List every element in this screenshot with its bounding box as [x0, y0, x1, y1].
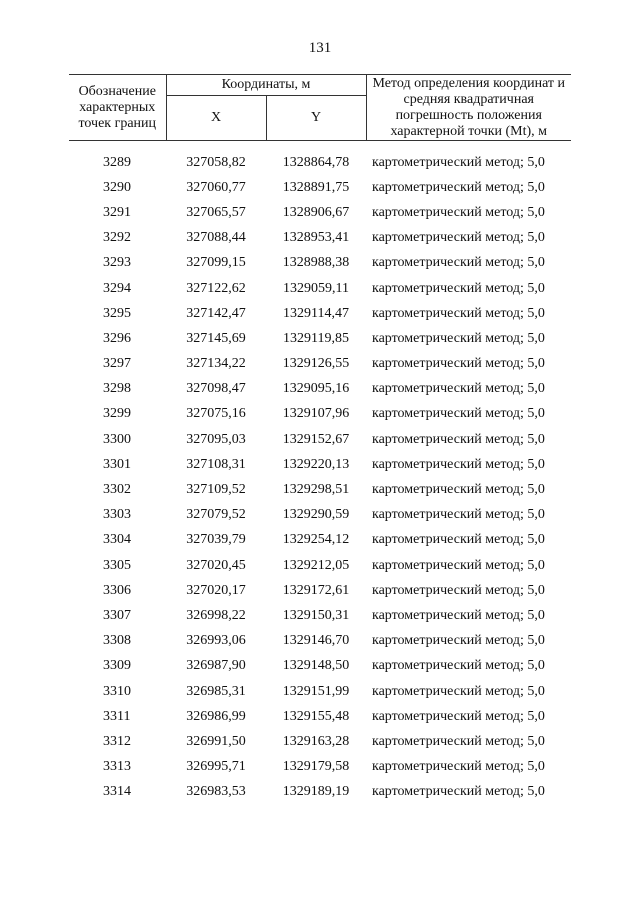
y-coordinate: 1329179,58	[282, 759, 350, 775]
method-accuracy: картометрический метод; 5,0	[372, 406, 545, 422]
table-row	[69, 704, 571, 729]
x-coordinate: 327142,47	[186, 305, 246, 321]
point-number: 3305	[103, 557, 131, 573]
table-row	[69, 603, 571, 628]
x-coordinate: 327020,45	[186, 557, 246, 573]
header-y: Y	[266, 96, 366, 141]
y-coordinate: 1328953,41	[282, 230, 350, 246]
table-row	[69, 780, 571, 805]
point-number: 3300	[103, 431, 131, 447]
table-row	[69, 503, 571, 528]
point-number: 3310	[103, 683, 131, 699]
y-coordinate: 1328864,78	[282, 154, 350, 170]
table-row	[69, 528, 571, 553]
y-coordinate: 1329189,19	[282, 784, 350, 800]
method-accuracy: картометрический метод; 5,0	[372, 607, 545, 623]
header-point: Обозначение характерных точек границ	[69, 75, 166, 141]
x-coordinate: 327075,16	[186, 406, 246, 422]
point-number: 3301	[103, 456, 131, 472]
table-row	[69, 629, 571, 654]
point-number: 3297	[103, 356, 131, 372]
method-accuracy: картометрический метод; 5,0	[372, 280, 545, 296]
method-accuracy: картометрический метод; 5,0	[372, 683, 545, 699]
method-accuracy: картометрический метод; 5,0	[372, 431, 545, 447]
method-accuracy: картометрический метод; 5,0	[372, 179, 545, 195]
method-accuracy: картометрический метод; 5,0	[372, 658, 545, 674]
method-accuracy: картометрический метод; 5,0	[372, 708, 545, 724]
y-coordinate: 1329107,96	[282, 406, 350, 422]
method-accuracy: картометрический метод; 5,0	[372, 255, 545, 271]
table-row	[69, 755, 571, 780]
method-accuracy: картометрический метод; 5,0	[372, 230, 545, 246]
y-coordinate: 1329212,05	[282, 557, 350, 573]
method-accuracy: картометрический метод; 5,0	[372, 305, 545, 321]
table-row	[69, 679, 571, 704]
y-coordinate: 1329290,59	[282, 507, 350, 523]
x-coordinate: 327088,44	[186, 230, 246, 246]
table-row	[69, 226, 571, 251]
x-coordinate: 327109,52	[186, 482, 246, 498]
method-accuracy: картометрический метод; 5,0	[372, 330, 545, 346]
x-coordinate: 327095,03	[186, 431, 246, 447]
point-number: 3309	[103, 658, 131, 674]
table-row	[69, 352, 571, 377]
table-row	[69, 175, 571, 200]
y-coordinate: 1329220,13	[282, 456, 350, 472]
method-accuracy: картометрический метод; 5,0	[372, 582, 545, 598]
x-coordinate: 326998,22	[186, 607, 246, 623]
y-coordinate: 1329095,16	[282, 381, 350, 397]
method-accuracy: картометрический метод; 5,0	[372, 381, 545, 397]
x-coordinate: 326991,50	[186, 733, 246, 749]
y-coordinate: 1329254,12	[282, 532, 350, 548]
x-coordinate: 326983,53	[186, 784, 246, 800]
method-accuracy: картометрический метод; 5,0	[372, 784, 545, 800]
y-coordinate: 1329148,50	[282, 658, 350, 674]
table-row	[69, 377, 571, 402]
header-method: Метод определения координат и средняя квадратичная погрешность положения характерной точки (Mt), м	[366, 75, 571, 141]
x-coordinate: 327079,52	[186, 507, 246, 523]
point-number: 3304	[103, 532, 131, 548]
x-coordinate: 326987,90	[186, 658, 246, 674]
point-number: 3298	[103, 381, 131, 397]
method-accuracy: картометрический метод; 5,0	[372, 733, 545, 749]
x-coordinate: 327108,31	[186, 456, 246, 472]
table-row	[69, 326, 571, 351]
point-number: 3295	[103, 305, 131, 321]
method-accuracy: картометрический метод; 5,0	[372, 759, 545, 775]
table-row	[69, 553, 571, 578]
method-accuracy: картометрический метод; 5,0	[372, 356, 545, 372]
y-coordinate: 1329126,55	[282, 356, 350, 372]
point-number: 3299	[103, 406, 131, 422]
table-row	[69, 200, 571, 225]
table-row	[69, 654, 571, 679]
y-coordinate: 1329114,47	[283, 305, 349, 321]
table-row	[69, 452, 571, 477]
x-coordinate: 327060,77	[186, 179, 246, 195]
point-number: 3311	[103, 708, 131, 724]
y-coordinate: 1329155,48	[282, 708, 350, 724]
x-coordinate: 326995,71	[186, 759, 246, 775]
table-row	[69, 427, 571, 452]
y-coordinate: 1329146,70	[282, 633, 350, 649]
point-number: 3303	[103, 507, 131, 523]
method-accuracy: картометрический метод; 5,0	[372, 456, 545, 472]
header-x: X	[166, 96, 266, 141]
method-accuracy: картометрический метод; 5,0	[372, 507, 545, 523]
y-coordinate: 1329152,67	[282, 431, 350, 447]
point-number: 3296	[103, 330, 131, 346]
method-accuracy: картометрический метод; 5,0	[372, 154, 545, 170]
y-coordinate: 1329172,61	[282, 582, 350, 598]
y-coordinate: 1328906,67	[282, 204, 350, 220]
y-coordinate: 1329163,28	[282, 733, 350, 749]
method-accuracy: картометрический метод; 5,0	[372, 204, 545, 220]
table-header	[69, 75, 571, 141]
point-number: 3291	[103, 204, 131, 220]
point-number: 3302	[103, 482, 131, 498]
method-accuracy: картометрический метод; 5,0	[372, 482, 545, 498]
y-coordinate: 1329151,99	[282, 683, 350, 699]
x-coordinate: 326993,06	[186, 633, 246, 649]
point-number: 3289	[103, 154, 131, 170]
x-coordinate: 327039,79	[186, 532, 246, 548]
table-row	[69, 477, 571, 502]
point-number: 3292	[103, 230, 131, 246]
point-number: 3314	[103, 784, 131, 800]
point-number: 3307	[103, 607, 131, 623]
point-number: 3293	[103, 255, 131, 271]
method-accuracy: картометрический метод; 5,0	[372, 532, 545, 548]
x-coordinate: 327145,69	[186, 330, 246, 346]
x-coordinate: 327099,15	[186, 255, 246, 271]
method-accuracy: картометрический метод; 5,0	[372, 633, 545, 649]
method-accuracy: картометрический метод; 5,0	[372, 557, 545, 573]
y-coordinate: 1329150,31	[282, 607, 350, 623]
x-coordinate: 327058,82	[186, 154, 246, 170]
y-coordinate: 1329298,51	[282, 482, 350, 498]
point-number: 3290	[103, 179, 131, 195]
x-coordinate: 327065,57	[186, 204, 246, 220]
coordinates-table	[69, 74, 571, 805]
table-row	[69, 301, 571, 326]
point-number: 3294	[103, 280, 131, 296]
x-coordinate: 326986,99	[186, 708, 246, 724]
y-coordinate: 1328891,75	[282, 179, 350, 195]
table-row	[69, 150, 571, 175]
x-coordinate: 327098,47	[186, 381, 246, 397]
table-row	[69, 402, 571, 427]
table-row	[69, 276, 571, 301]
header-coords: Координаты, м	[166, 75, 366, 96]
point-number: 3313	[103, 759, 131, 775]
table-row	[69, 578, 571, 603]
x-coordinate: 327134,22	[186, 356, 246, 372]
page-number: 131	[308, 40, 332, 56]
table-row	[69, 251, 571, 276]
x-coordinate: 326985,31	[186, 683, 246, 699]
table-body	[69, 141, 571, 805]
point-number: 3308	[103, 633, 131, 649]
y-coordinate: 1329119,85	[283, 330, 349, 346]
x-coordinate: 327122,62	[186, 280, 246, 296]
y-coordinate: 1328988,38	[282, 255, 350, 271]
point-number: 3312	[103, 733, 131, 749]
x-coordinate: 327020,17	[186, 582, 246, 598]
table-row	[69, 729, 571, 754]
y-coordinate: 1329059,11	[283, 280, 349, 296]
point-number: 3306	[103, 582, 131, 598]
